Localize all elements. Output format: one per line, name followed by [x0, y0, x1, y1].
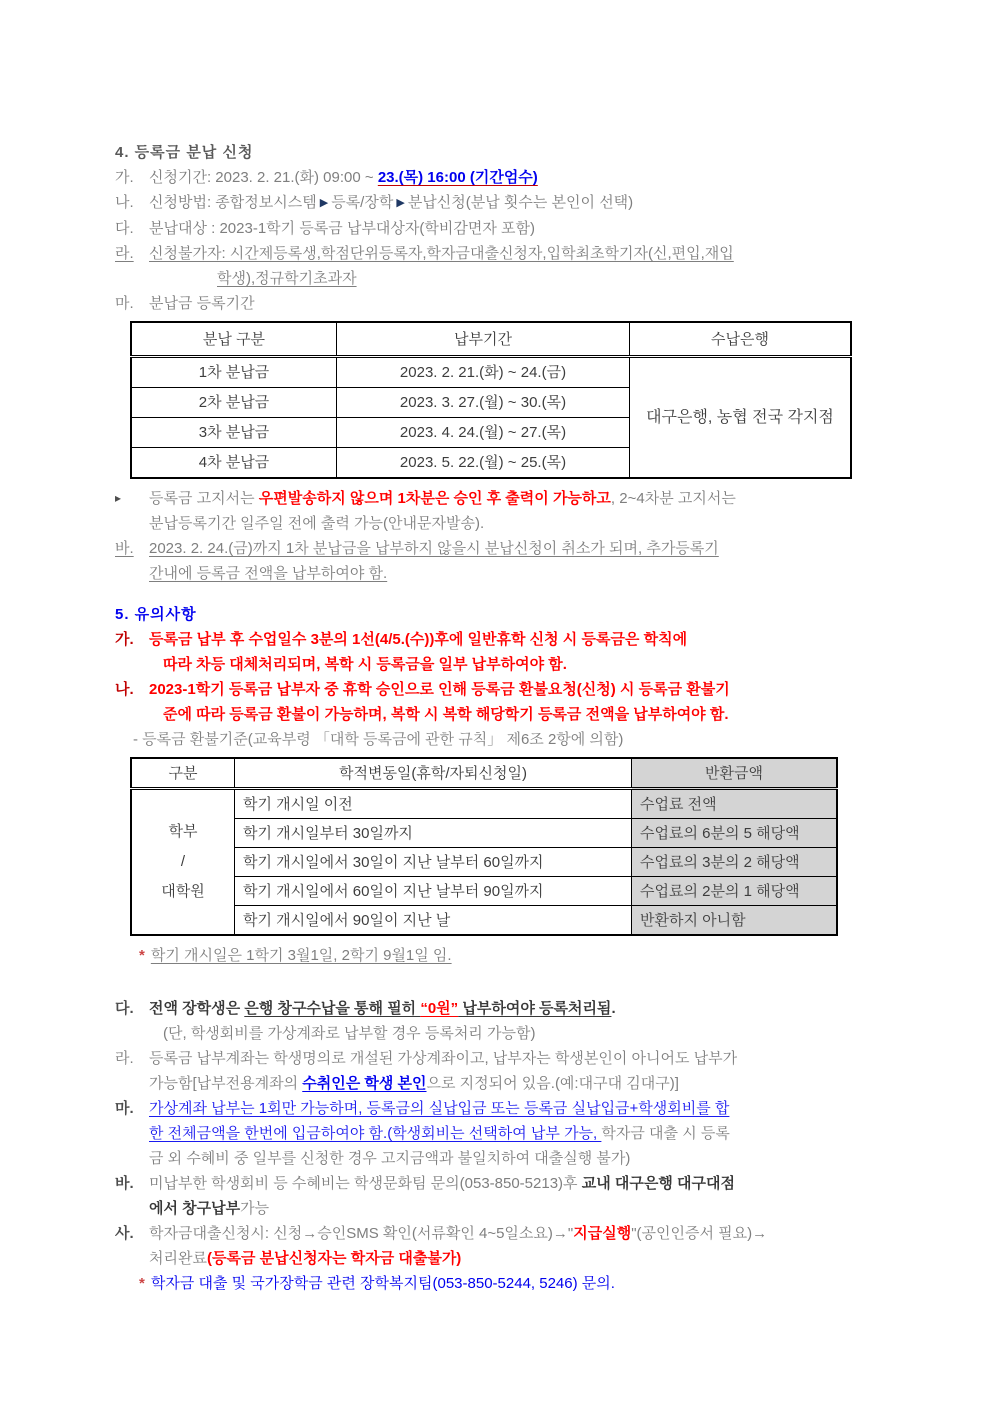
virtual-account-line2: 가능함[납부전용계좌의	[149, 1075, 303, 1092]
cell-refund-5: 반환하지 아니함	[632, 906, 838, 936]
asterisk-icon: *	[139, 947, 145, 964]
virtual-account-line1: 등록금 납부계좌는 학생명의로 개설된 가상계좌이고, 납부자는 학생본인이 아니어도 납부가	[149, 1050, 738, 1067]
group-line: 대학원	[161, 883, 205, 900]
cell-period-2: 2023. 3. 27.(월) ~ 30.(목)	[337, 388, 630, 418]
item-label: 라.	[115, 245, 134, 262]
unpaid-fee-text: 미납부한 학생회비 등 수혜비는 학생문화팀 문의(053-850-5213)후	[149, 1175, 582, 1192]
table-header-row	[131, 758, 837, 789]
zero-won-highlight: “0원”	[420, 1000, 459, 1017]
cell-change-date-2: 학기 개시일부터 30일까지	[235, 819, 632, 848]
s4-item-ra	[115, 241, 892, 291]
cell-installment-1: 1차 분납금	[131, 357, 337, 388]
item-label: 마.	[115, 295, 134, 312]
semester-start-footnote	[115, 943, 892, 968]
scholarship-subnote: (단, 학생회비를 가상계좌로 납부할 경우 등록처리 가능함)	[163, 1025, 536, 1042]
completion-text: 처리완료	[149, 1250, 207, 1267]
cell-refund-1: 수업료 전액	[632, 789, 838, 819]
application-deadline: 23.(목) 16:00 (기간엄수)	[377, 169, 538, 186]
loan-process-text2: "(공인인증서 필요)→	[631, 1225, 768, 1242]
asterisk-icon: *	[139, 1275, 145, 1292]
bank-branch-highlight: 교내 대구은행 대구대점	[581, 1175, 735, 1192]
table-header-row	[131, 322, 851, 357]
section-gap	[115, 968, 892, 996]
menu-path-text: 분납신청(분납 횟수는 본인이 선택)	[407, 194, 634, 211]
zero-payment-text2: 납부하여야 등록처리됨	[458, 1000, 612, 1017]
one-time-payment-line2: 한 전체금액을 한번에 입금하여야 함.(학생회비는 선택하여 납부 가능,	[149, 1125, 602, 1142]
note-text: 등록금 고지서는	[149, 490, 259, 507]
item-label: 다.	[115, 1000, 134, 1017]
header-cell-payment-period: 납부기간	[337, 322, 630, 357]
s5-item-sa	[115, 1221, 892, 1271]
s5-item-ra	[115, 1046, 892, 1096]
application-period-text: 신청기간: 2023. 2. 21.(화) 09:00 ~	[149, 169, 378, 186]
item-label: 사.	[115, 1225, 134, 1242]
item-label: 바.	[115, 540, 134, 557]
table-row	[131, 877, 837, 906]
header-cell-refund-amount: 반환금액	[632, 758, 838, 789]
table-row	[131, 789, 837, 819]
leave-rule-line1: 등록금 납부 후 수업일수 3분의 1선(4/5.(수))후에 일반휴학 신청 시 등록금은 학칙에	[149, 631, 688, 648]
cell-change-date-1: 학기 개시일 이전	[235, 789, 632, 819]
bill-print-note	[115, 486, 892, 536]
disbursement-highlight: 지급실행	[573, 1225, 632, 1242]
cell-change-date-3: 학기 개시일에서 30일이 지난 날부터 60일까지	[235, 848, 632, 877]
triangle-bullet-icon: ▸	[115, 491, 122, 505]
item-label: 가.	[115, 631, 134, 648]
period-text: .	[611, 1000, 616, 1017]
refund-standard-table	[130, 757, 838, 936]
s4-item-ma	[115, 291, 892, 316]
cell-refund-4: 수업료의 2분의 1 해당액	[632, 877, 838, 906]
ineligible-text-line2: 학생),정규학기초과자	[217, 270, 357, 287]
s5-item-da	[115, 996, 892, 1046]
menu-arrow-icon: ▶	[319, 197, 329, 209]
counter-payment-highlight: 에서 창구납부	[149, 1200, 241, 1217]
cell-period-4: 2023. 5. 22.(월) ~ 25.(목)	[337, 448, 630, 479]
refund-rule-line1: 2023-1학기 등록금 납부자 중 휴학 승인으로 인해 등록금 환불요청(신청) 시 등록금 환불기	[149, 681, 730, 698]
group-line: 학부	[168, 823, 198, 840]
header-cell-category: 구분	[131, 758, 235, 789]
item-label: 라.	[115, 1050, 134, 1067]
group-line: /	[180, 853, 186, 870]
s5-item-ba	[115, 1171, 892, 1221]
s4-item-da	[115, 216, 892, 241]
installment-period-heading: 분납금 등록기간	[149, 295, 255, 312]
cell-installment-4: 4차 분납금	[131, 448, 337, 479]
cell-installment-3: 3차 분납금	[131, 418, 337, 448]
item-label: 마.	[115, 1100, 134, 1117]
installment-schedule-table	[130, 321, 852, 479]
s5-item-na	[115, 677, 892, 727]
table-row	[131, 357, 851, 388]
item-label: 바.	[115, 1175, 134, 1192]
zero-payment-text: 은행 창구수납을 통해 필히	[244, 1000, 421, 1017]
note-red-text: 우편발송하지 않으며 1차분은 승인 후 출력이 가능하고	[258, 490, 611, 507]
s4-item-ba	[115, 536, 892, 586]
scholarship-text: 전액 장학생은	[149, 1000, 245, 1017]
loan-restriction-highlight: (등록금 분납신청자는 학자금 대출불가)	[206, 1250, 462, 1267]
cancellation-text-line2: 간내에 등록금 전액을 납부하여야 함.	[149, 565, 388, 582]
application-method-text: 신청방법: 종합정보시스템	[149, 194, 317, 211]
cell-bank: 대구은행, 농협 전국 각지점	[630, 357, 852, 479]
cell-period-3: 2023. 4. 24.(월) ~ 27.(목)	[337, 418, 630, 448]
footnote-text: 학기 개시일은 1학기 3월1일, 2학기 9월1일 임.	[150, 947, 452, 964]
s5-item-ga	[115, 627, 892, 677]
cell-refund-3: 수업료의 3분의 2 해당액	[632, 848, 838, 877]
item-label: 나.	[115, 681, 134, 698]
one-time-payment-line1: 가상계좌 납부는 1회만 가능하며, 등록금의 실납입금 또는 등록금 실납입금+학생회비를 합	[149, 1100, 730, 1117]
virtual-account-line2-end: 으로 지정되어 있음.(예:대구대 김대구)]	[426, 1075, 679, 1092]
cancellation-text-line1: 2023. 2. 24.(금)까지 1차 분납금을 납부하지 않을시 분납신청이 취소가 되며, 추가등록기	[149, 540, 719, 557]
cell-change-date-4: 학기 개시일에서 60일이 지난 날부터 90일까지	[235, 877, 632, 906]
section4-title: 4. 등록금 분납 신청	[115, 144, 254, 161]
note-text-line2: 분납등록기간 일주일 전에 출력 가능(안내문자발송).	[149, 515, 485, 532]
note-text: , 2~4차분 고지서는	[610, 490, 736, 507]
loan-mismatch-text: 학자금 대출 시 등록	[601, 1125, 730, 1142]
cell-student-group	[131, 789, 235, 936]
menu-path-text: 등록/장학	[331, 194, 394, 211]
refund-standard-source: - 등록금 환불기준(교육부령 「대학 등록금에 관한 규칙」 제6조 2항에 의함)	[133, 731, 624, 748]
s4-item-na	[115, 190, 892, 216]
leave-rule-line2: 따라 차등 대체처리되며, 복학 시 등록금을 일부 납부하여야 함.	[163, 656, 567, 673]
cell-refund-2: 수업료의 6분의 5 해당액	[632, 819, 838, 848]
cell-period-1: 2023. 2. 21.(화) ~ 24.(금)	[337, 357, 630, 388]
menu-arrow-icon: ▶	[396, 197, 405, 209]
loan-mismatch-text-line3: 금 외 수혜비 중 일부를 신청한 경우 고지금액과 불일치하여 대출실행 불가)	[149, 1150, 631, 1167]
loan-process-text: 학자금대출신청시: 신청→승인SMS 확인(서류확인 4~5일소요)→"	[149, 1225, 574, 1242]
s4-item-ga	[115, 165, 892, 190]
item-label: 나.	[115, 194, 134, 211]
s5-item-ma	[115, 1096, 892, 1171]
section5-title: 5. 유의사항	[115, 606, 197, 623]
table-row	[131, 906, 837, 936]
header-cell-division: 분납 구분	[131, 322, 337, 357]
eligible-target-text: 분납대상 : 2023-1학기 등록금 납부대상자(학비감면자 포함)	[149, 220, 535, 237]
table-row	[131, 819, 837, 848]
cell-installment-2: 2차 분납금	[131, 388, 337, 418]
header-cell-bank: 수납은행	[630, 322, 852, 357]
loan-contact-note	[115, 1271, 892, 1296]
section-gap	[115, 586, 892, 602]
header-cell-change-date: 학적변동일(휴학/자퇴신청일)	[235, 758, 632, 789]
item-label: 다.	[115, 220, 134, 237]
payee-highlight: 수취인은 학생 본인	[302, 1075, 427, 1092]
item-label: 가.	[115, 169, 134, 186]
table-row	[131, 848, 837, 877]
ineligible-text-line1: 신청불가자: 시간제등록생,학점단위등록자,학자금대출신청자,입학최초학기자(신,편입,재입	[149, 245, 734, 262]
cell-change-date-5: 학기 개시일에서 90일이 지난 날	[235, 906, 632, 936]
possible-text: 가능	[240, 1200, 270, 1217]
refund-rule-line2: 준에 따라 등록금 환불이 가능하며, 복학 시 복학 해당학기 등록금 전액을 납부하여야 함.	[163, 706, 729, 723]
contact-text: 학자금 대출 및 국가장학금 관련 장학복지팀(053-850-5244, 5246) 문의.	[150, 1275, 615, 1292]
